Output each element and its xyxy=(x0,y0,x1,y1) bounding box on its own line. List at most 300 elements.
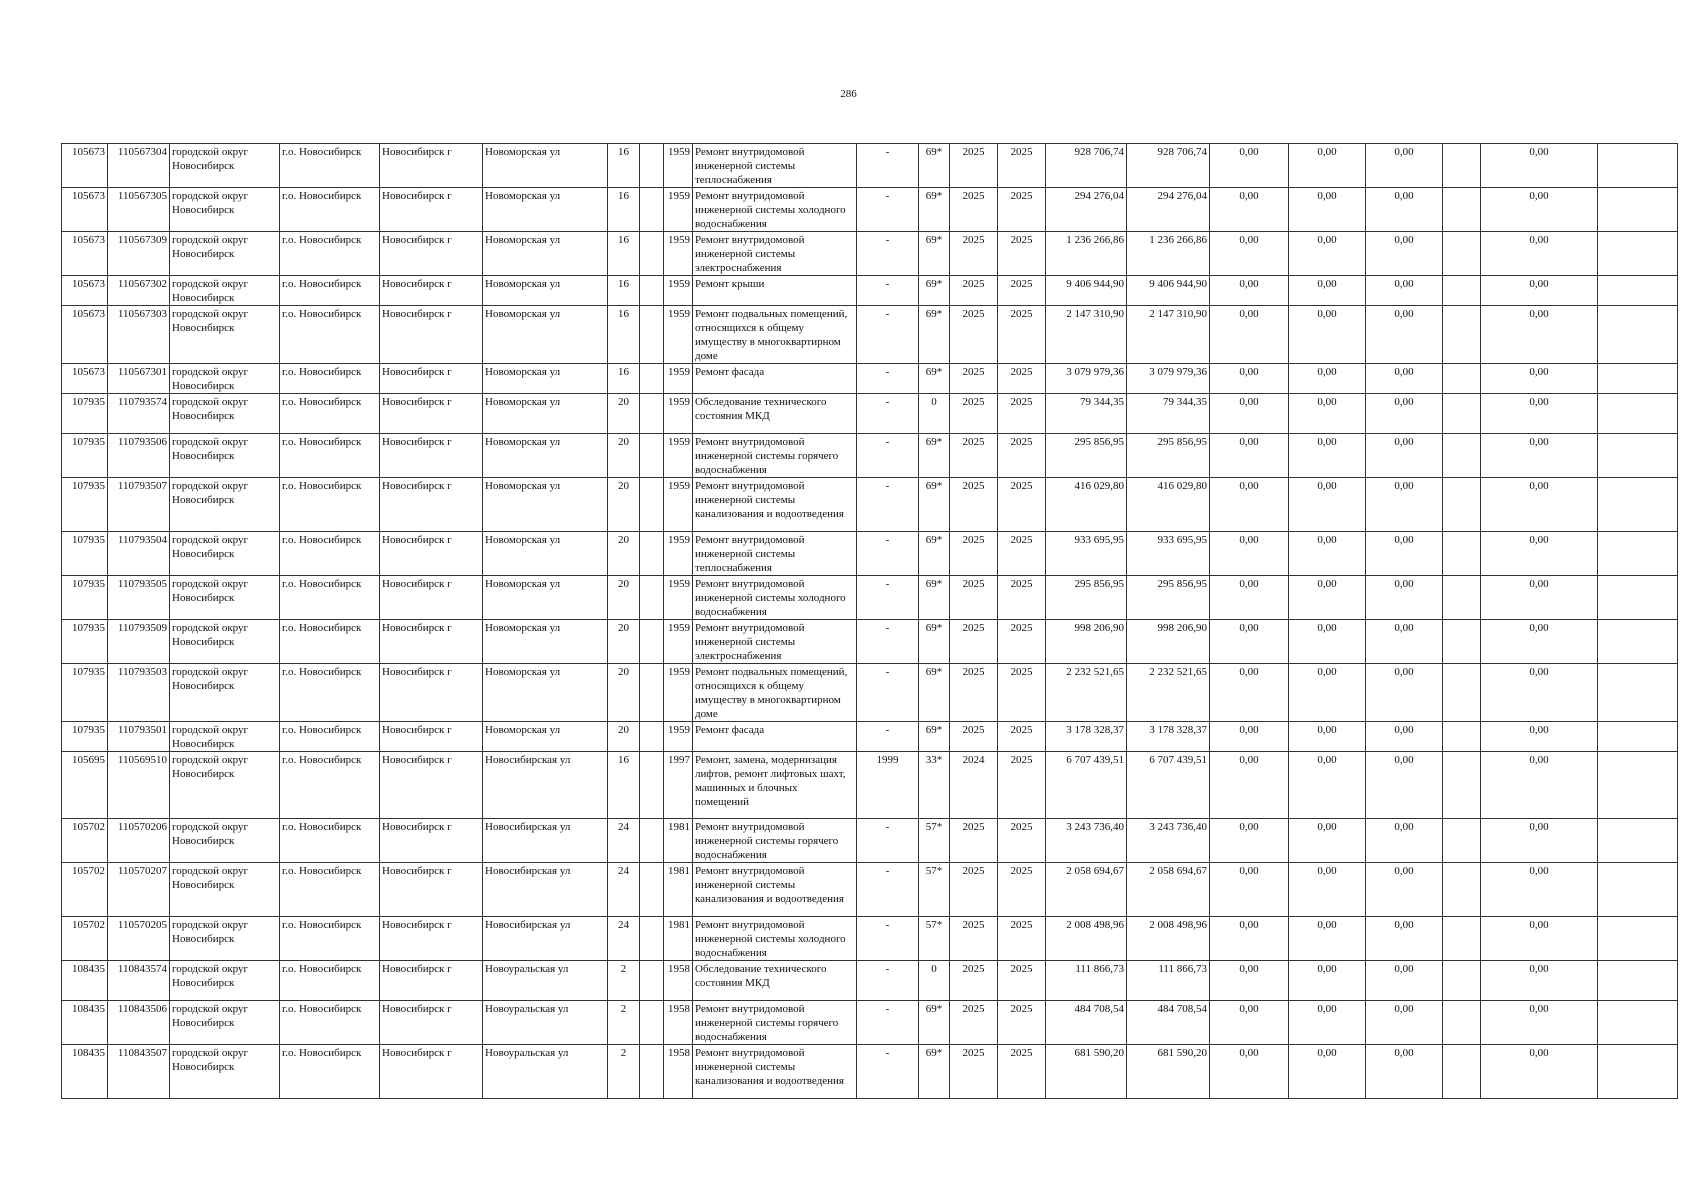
cell-note xyxy=(1598,664,1678,722)
cell-cost-total: 6 707 439,51 xyxy=(1046,752,1127,819)
cell-year-built: 1959 xyxy=(664,722,693,752)
cell-district: г.о. Новосибирск xyxy=(280,306,380,364)
cell-building xyxy=(640,752,664,819)
cell-cost-total: 1 236 266,86 xyxy=(1046,232,1127,276)
table-row xyxy=(62,232,1678,276)
cell-building xyxy=(640,144,664,188)
cell-cost-federal: 0,00 xyxy=(1210,752,1289,819)
cell-building xyxy=(640,306,664,364)
cell-note xyxy=(1598,276,1678,306)
cell-district: г.о. Новосибирск xyxy=(280,620,380,664)
cell-work-id: 110567304 xyxy=(108,144,170,188)
cell-plan-year-end: 2025 xyxy=(998,819,1046,863)
cell-cost-regional: 0,00 xyxy=(1289,819,1366,863)
cell-work-type: Ремонт внутридомовой инженерной системы канализования и водоотведения xyxy=(693,478,857,532)
cell-note xyxy=(1598,144,1678,188)
cell-work-type: Ремонт внутридомовой инженерной системы холодного водоснабжения xyxy=(693,917,857,961)
cell-plan-year-end: 2025 xyxy=(998,306,1046,364)
cell-street: Новоуральская ул xyxy=(483,961,608,1001)
cell-district: г.о. Новосибирск xyxy=(280,917,380,961)
cell-street: Новосибирская ул xyxy=(483,917,608,961)
cell-plan-year-start: 2025 xyxy=(950,532,998,576)
cell-settlement: Новосибирск г xyxy=(380,188,483,232)
cell-cost-regional: 0,00 xyxy=(1289,1045,1366,1099)
cell-cost-fund: 295 856,95 xyxy=(1127,434,1210,478)
cell-extra xyxy=(1443,722,1481,752)
cell-municipality: городской округ Новосибирск xyxy=(170,752,280,819)
cell-cost-fund: 111 866,73 xyxy=(1127,961,1210,1001)
cell-extra xyxy=(1443,306,1481,364)
cell-settlement: Новосибирск г xyxy=(380,364,483,394)
cell-year-last-repair: - xyxy=(857,819,919,863)
cell-building xyxy=(640,863,664,917)
cell-note xyxy=(1598,863,1678,917)
cell-extra xyxy=(1443,863,1481,917)
cell-cost-local: 0,00 xyxy=(1366,478,1443,532)
cell-street: Новосибирская ул xyxy=(483,819,608,863)
cell-year-last-repair: - xyxy=(857,306,919,364)
cell-year-built: 1959 xyxy=(664,394,693,434)
cell-cost-local: 0,00 xyxy=(1366,917,1443,961)
cell-note xyxy=(1598,478,1678,532)
cell-year-built: 1958 xyxy=(664,1001,693,1045)
cell-cost-federal: 0,00 xyxy=(1210,819,1289,863)
cell-building xyxy=(640,961,664,1001)
cell-cost-fund: 998 206,90 xyxy=(1127,620,1210,664)
cell-cost-local: 0,00 xyxy=(1366,752,1443,819)
cell-house-number: 20 xyxy=(608,664,640,722)
cell-note xyxy=(1598,620,1678,664)
cell-year-built: 1959 xyxy=(664,144,693,188)
cell-wear-percent: 69* xyxy=(919,1045,950,1099)
cell-municipality: городской округ Новосибирск xyxy=(170,1045,280,1099)
cell-cost-fund: 416 029,80 xyxy=(1127,478,1210,532)
cell-cost-regional: 0,00 xyxy=(1289,478,1366,532)
cell-municipality: городской округ Новосибирск xyxy=(170,576,280,620)
cell-building xyxy=(640,232,664,276)
cell-cost-owners: 0,00 xyxy=(1481,752,1598,819)
cell-cost-local: 0,00 xyxy=(1366,232,1443,276)
cell-district: г.о. Новосибирск xyxy=(280,1001,380,1045)
cell-cost-federal: 0,00 xyxy=(1210,1045,1289,1099)
cell-building xyxy=(640,917,664,961)
cell-wear-percent: 69* xyxy=(919,532,950,576)
cell-district: г.о. Новосибирск xyxy=(280,961,380,1001)
cell-house-id: 105673 xyxy=(62,364,108,394)
cell-work-type: Ремонт внутридомовой инженерной системы горячего водоснабжения xyxy=(693,1001,857,1045)
table-row xyxy=(62,276,1678,306)
cell-house-id: 105673 xyxy=(62,144,108,188)
cell-cost-regional: 0,00 xyxy=(1289,434,1366,478)
page-number: 286 xyxy=(840,88,857,100)
cell-municipality: городской округ Новосибирск xyxy=(170,722,280,752)
cell-year-last-repair: - xyxy=(857,434,919,478)
cell-year-last-repair: - xyxy=(857,144,919,188)
cell-settlement: Новосибирск г xyxy=(380,722,483,752)
cell-house-number: 24 xyxy=(608,917,640,961)
cell-extra xyxy=(1443,232,1481,276)
cell-cost-owners: 0,00 xyxy=(1481,144,1598,188)
cell-year-built: 1958 xyxy=(664,1045,693,1099)
cell-work-id: 110570205 xyxy=(108,917,170,961)
cell-house-id: 107935 xyxy=(62,620,108,664)
cell-plan-year-end: 2025 xyxy=(998,576,1046,620)
registry-table xyxy=(61,143,1678,1099)
cell-house-number: 20 xyxy=(608,394,640,434)
cell-work-id: 110567309 xyxy=(108,232,170,276)
cell-building xyxy=(640,722,664,752)
table-row xyxy=(62,819,1678,863)
cell-work-id: 110567302 xyxy=(108,276,170,306)
cell-street: Новоморская ул xyxy=(483,664,608,722)
cell-plan-year-start: 2025 xyxy=(950,394,998,434)
cell-settlement: Новосибирск г xyxy=(380,863,483,917)
cell-plan-year-start: 2025 xyxy=(950,722,998,752)
cell-wear-percent: 69* xyxy=(919,434,950,478)
cell-year-last-repair: - xyxy=(857,961,919,1001)
cell-extra xyxy=(1443,188,1481,232)
cell-cost-owners: 0,00 xyxy=(1481,478,1598,532)
cell-house-id: 105673 xyxy=(62,232,108,276)
cell-plan-year-start: 2025 xyxy=(950,576,998,620)
cell-cost-owners: 0,00 xyxy=(1481,532,1598,576)
table-row xyxy=(62,961,1678,1001)
cell-wear-percent: 69* xyxy=(919,722,950,752)
cell-cost-fund: 2 058 694,67 xyxy=(1127,863,1210,917)
cell-building xyxy=(640,664,664,722)
cell-work-id: 110843506 xyxy=(108,1001,170,1045)
cell-building xyxy=(640,188,664,232)
cell-plan-year-end: 2025 xyxy=(998,1001,1046,1045)
cell-cost-federal: 0,00 xyxy=(1210,620,1289,664)
cell-cost-local: 0,00 xyxy=(1366,532,1443,576)
cell-street: Новоморская ул xyxy=(483,434,608,478)
cell-year-last-repair: - xyxy=(857,620,919,664)
cell-cost-total: 2 147 310,90 xyxy=(1046,306,1127,364)
cell-district: г.о. Новосибирск xyxy=(280,576,380,620)
cell-settlement: Новосибирск г xyxy=(380,478,483,532)
cell-extra xyxy=(1443,1045,1481,1099)
cell-cost-total: 484 708,54 xyxy=(1046,1001,1127,1045)
cell-municipality: городской округ Новосибирск xyxy=(170,276,280,306)
cell-year-last-repair: - xyxy=(857,917,919,961)
cell-note xyxy=(1598,434,1678,478)
cell-street: Новоуральская ул xyxy=(483,1001,608,1045)
cell-cost-fund: 3 079 979,36 xyxy=(1127,364,1210,394)
table-row xyxy=(62,188,1678,232)
cell-year-built: 1959 xyxy=(664,188,693,232)
cell-wear-percent: 69* xyxy=(919,620,950,664)
cell-cost-local: 0,00 xyxy=(1366,434,1443,478)
cell-house-number: 2 xyxy=(608,1045,640,1099)
cell-house-number: 2 xyxy=(608,961,640,1001)
cell-cost-local: 0,00 xyxy=(1366,863,1443,917)
cell-year-built: 1997 xyxy=(664,752,693,819)
cell-work-type: Ремонт внутридомовой инженерной системы электроснабжения xyxy=(693,620,857,664)
cell-plan-year-start: 2024 xyxy=(950,752,998,819)
cell-municipality: городской округ Новосибирск xyxy=(170,478,280,532)
cell-work-id: 110793574 xyxy=(108,394,170,434)
cell-street: Новосибирская ул xyxy=(483,752,608,819)
cell-house-number: 2 xyxy=(608,1001,640,1045)
cell-extra xyxy=(1443,364,1481,394)
cell-municipality: городской округ Новосибирск xyxy=(170,188,280,232)
cell-wear-percent: 69* xyxy=(919,1001,950,1045)
cell-plan-year-end: 2025 xyxy=(998,276,1046,306)
cell-note xyxy=(1598,532,1678,576)
cell-work-type: Ремонт внутридомовой инженерной системы теплоснабжения xyxy=(693,532,857,576)
cell-plan-year-end: 2025 xyxy=(998,394,1046,434)
cell-house-number: 16 xyxy=(608,232,640,276)
cell-wear-percent: 57* xyxy=(919,917,950,961)
cell-year-last-repair: - xyxy=(857,664,919,722)
cell-street: Новоморская ул xyxy=(483,722,608,752)
cell-cost-total: 2 058 694,67 xyxy=(1046,863,1127,917)
cell-cost-owners: 0,00 xyxy=(1481,364,1598,394)
cell-house-id: 107935 xyxy=(62,722,108,752)
cell-cost-federal: 0,00 xyxy=(1210,1001,1289,1045)
cell-year-built: 1981 xyxy=(664,863,693,917)
cell-building xyxy=(640,394,664,434)
cell-work-id: 110793504 xyxy=(108,532,170,576)
cell-plan-year-end: 2025 xyxy=(998,752,1046,819)
cell-district: г.о. Новосибирск xyxy=(280,364,380,394)
cell-district: г.о. Новосибирск xyxy=(280,478,380,532)
cell-work-type: Ремонт внутридомовой инженерной системы теплоснабжения xyxy=(693,144,857,188)
cell-extra xyxy=(1443,276,1481,306)
cell-cost-fund: 933 695,95 xyxy=(1127,532,1210,576)
cell-cost-owners: 0,00 xyxy=(1481,306,1598,364)
cell-plan-year-start: 2025 xyxy=(950,306,998,364)
cell-street: Новоморская ул xyxy=(483,532,608,576)
cell-plan-year-start: 2025 xyxy=(950,364,998,394)
cell-municipality: городской округ Новосибирск xyxy=(170,819,280,863)
cell-house-id: 107935 xyxy=(62,532,108,576)
cell-cost-regional: 0,00 xyxy=(1289,532,1366,576)
cell-year-last-repair: - xyxy=(857,188,919,232)
cell-work-id: 110793509 xyxy=(108,620,170,664)
cell-year-built: 1959 xyxy=(664,364,693,394)
table-row xyxy=(62,576,1678,620)
cell-cost-owners: 0,00 xyxy=(1481,917,1598,961)
cell-cost-owners: 0,00 xyxy=(1481,276,1598,306)
cell-year-built: 1959 xyxy=(664,620,693,664)
cell-note xyxy=(1598,394,1678,434)
cell-street: Новоморская ул xyxy=(483,478,608,532)
cell-district: г.о. Новосибирск xyxy=(280,232,380,276)
cell-settlement: Новосибирск г xyxy=(380,434,483,478)
cell-note xyxy=(1598,961,1678,1001)
cell-work-id: 110793507 xyxy=(108,478,170,532)
cell-wear-percent: 33* xyxy=(919,752,950,819)
cell-work-type: Ремонт внутридомовой инженерной системы горячего водоснабжения xyxy=(693,819,857,863)
cell-cost-federal: 0,00 xyxy=(1210,576,1289,620)
cell-year-last-repair: 1999 xyxy=(857,752,919,819)
cell-cost-local: 0,00 xyxy=(1366,576,1443,620)
cell-extra xyxy=(1443,434,1481,478)
cell-cost-federal: 0,00 xyxy=(1210,144,1289,188)
cell-work-id: 110793506 xyxy=(108,434,170,478)
cell-plan-year-start: 2025 xyxy=(950,961,998,1001)
cell-work-type: Ремонт внутридомовой инженерной системы канализования и водоотведения xyxy=(693,863,857,917)
cell-plan-year-start: 2025 xyxy=(950,819,998,863)
cell-municipality: городской округ Новосибирск xyxy=(170,620,280,664)
cell-cost-regional: 0,00 xyxy=(1289,961,1366,1001)
cell-house-number: 20 xyxy=(608,532,640,576)
cell-plan-year-start: 2025 xyxy=(950,917,998,961)
cell-house-number: 16 xyxy=(608,188,640,232)
cell-work-id: 110567301 xyxy=(108,364,170,394)
cell-cost-total: 295 856,95 xyxy=(1046,434,1127,478)
cell-work-type: Ремонт внутридомовой инженерной системы холодного водоснабжения xyxy=(693,188,857,232)
cell-settlement: Новосибирск г xyxy=(380,620,483,664)
cell-cost-total: 111 866,73 xyxy=(1046,961,1127,1001)
table-row xyxy=(62,306,1678,364)
cell-extra xyxy=(1443,664,1481,722)
cell-work-type: Ремонт фасада xyxy=(693,722,857,752)
cell-cost-fund: 1 236 266,86 xyxy=(1127,232,1210,276)
cell-year-last-repair: - xyxy=(857,532,919,576)
cell-plan-year-end: 2025 xyxy=(998,620,1046,664)
cell-house-id: 105702 xyxy=(62,863,108,917)
cell-cost-owners: 0,00 xyxy=(1481,1001,1598,1045)
cell-cost-regional: 0,00 xyxy=(1289,232,1366,276)
cell-house-number: 20 xyxy=(608,478,640,532)
cell-cost-regional: 0,00 xyxy=(1289,144,1366,188)
cell-municipality: городской округ Новосибирск xyxy=(170,664,280,722)
cell-work-type: Обследование технического состояния МКД xyxy=(693,961,857,1001)
cell-cost-federal: 0,00 xyxy=(1210,394,1289,434)
cell-cost-local: 0,00 xyxy=(1366,188,1443,232)
cell-year-built: 1981 xyxy=(664,917,693,961)
cell-house-id: 105673 xyxy=(62,276,108,306)
cell-cost-total: 2 232 521,65 xyxy=(1046,664,1127,722)
cell-house-number: 20 xyxy=(608,576,640,620)
cell-cost-federal: 0,00 xyxy=(1210,364,1289,394)
cell-work-id: 110567305 xyxy=(108,188,170,232)
cell-cost-federal: 0,00 xyxy=(1210,961,1289,1001)
cell-cost-regional: 0,00 xyxy=(1289,364,1366,394)
cell-note xyxy=(1598,819,1678,863)
cell-work-type: Ремонт, замена, модернизация лифтов, ремонт лифтовых шахт, машинных и блочных помещений xyxy=(693,752,857,819)
cell-municipality: городской округ Новосибирск xyxy=(170,364,280,394)
cell-cost-local: 0,00 xyxy=(1366,819,1443,863)
cell-house-id: 105673 xyxy=(62,188,108,232)
cell-cost-fund: 9 406 944,90 xyxy=(1127,276,1210,306)
cell-wear-percent: 57* xyxy=(919,863,950,917)
cell-wear-percent: 69* xyxy=(919,364,950,394)
cell-wear-percent: 69* xyxy=(919,232,950,276)
cell-settlement: Новосибирск г xyxy=(380,532,483,576)
cell-house-id: 107935 xyxy=(62,394,108,434)
cell-note xyxy=(1598,722,1678,752)
cell-work-type: Ремонт крыши xyxy=(693,276,857,306)
cell-extra xyxy=(1443,819,1481,863)
table-row xyxy=(62,863,1678,917)
cell-building xyxy=(640,478,664,532)
cell-year-built: 1959 xyxy=(664,434,693,478)
table-row xyxy=(62,478,1678,532)
table-row xyxy=(62,917,1678,961)
cell-house-number: 16 xyxy=(608,276,640,306)
table-row xyxy=(62,434,1678,478)
cell-cost-fund: 6 707 439,51 xyxy=(1127,752,1210,819)
cell-building xyxy=(640,364,664,394)
cell-cost-owners: 0,00 xyxy=(1481,863,1598,917)
cell-cost-total: 681 590,20 xyxy=(1046,1045,1127,1099)
cell-extra xyxy=(1443,394,1481,434)
cell-cost-regional: 0,00 xyxy=(1289,620,1366,664)
cell-street: Новоморская ул xyxy=(483,620,608,664)
cell-work-id: 110843574 xyxy=(108,961,170,1001)
cell-cost-local: 0,00 xyxy=(1366,961,1443,1001)
cell-district: г.о. Новосибирск xyxy=(280,722,380,752)
cell-cost-regional: 0,00 xyxy=(1289,188,1366,232)
cell-building xyxy=(640,1045,664,1099)
cell-cost-total: 3 243 736,40 xyxy=(1046,819,1127,863)
cell-extra xyxy=(1443,478,1481,532)
cell-cost-owners: 0,00 xyxy=(1481,576,1598,620)
cell-settlement: Новосибирск г xyxy=(380,306,483,364)
cell-wear-percent: 57* xyxy=(919,819,950,863)
cell-cost-fund: 928 706,74 xyxy=(1127,144,1210,188)
cell-building xyxy=(640,819,664,863)
table-row xyxy=(62,532,1678,576)
cell-note xyxy=(1598,1001,1678,1045)
cell-plan-year-start: 2025 xyxy=(950,434,998,478)
cell-year-last-repair: - xyxy=(857,722,919,752)
cell-cost-regional: 0,00 xyxy=(1289,752,1366,819)
cell-year-last-repair: - xyxy=(857,1045,919,1099)
cell-cost-local: 0,00 xyxy=(1366,664,1443,722)
cell-building xyxy=(640,276,664,306)
cell-plan-year-start: 2025 xyxy=(950,478,998,532)
cell-extra xyxy=(1443,917,1481,961)
cell-plan-year-start: 2025 xyxy=(950,276,998,306)
cell-plan-year-end: 2025 xyxy=(998,664,1046,722)
cell-house-number: 20 xyxy=(608,434,640,478)
cell-building xyxy=(640,532,664,576)
cell-cost-local: 0,00 xyxy=(1366,276,1443,306)
cell-note xyxy=(1598,364,1678,394)
cell-cost-regional: 0,00 xyxy=(1289,917,1366,961)
cell-municipality: городской округ Новосибирск xyxy=(170,306,280,364)
cell-plan-year-start: 2025 xyxy=(950,664,998,722)
cell-settlement: Новосибирск г xyxy=(380,144,483,188)
cell-settlement: Новосибирск г xyxy=(380,1045,483,1099)
cell-plan-year-start: 2025 xyxy=(950,620,998,664)
table-row xyxy=(62,1045,1678,1099)
cell-settlement: Новосибирск г xyxy=(380,664,483,722)
cell-cost-federal: 0,00 xyxy=(1210,917,1289,961)
cell-year-built: 1959 xyxy=(664,576,693,620)
cell-year-last-repair: - xyxy=(857,232,919,276)
cell-house-id: 108435 xyxy=(62,1045,108,1099)
cell-plan-year-end: 2025 xyxy=(998,1045,1046,1099)
cell-district: г.о. Новосибирск xyxy=(280,532,380,576)
cell-cost-local: 0,00 xyxy=(1366,620,1443,664)
cell-cost-total: 416 029,80 xyxy=(1046,478,1127,532)
cell-year-built: 1959 xyxy=(664,664,693,722)
cell-cost-regional: 0,00 xyxy=(1289,664,1366,722)
cell-work-type: Ремонт внутридомовой инженерной системы холодного водоснабжения xyxy=(693,576,857,620)
cell-year-last-repair: - xyxy=(857,364,919,394)
cell-work-type: Ремонт внутридомовой инженерной системы электроснабжения xyxy=(693,232,857,276)
cell-district: г.о. Новосибирск xyxy=(280,188,380,232)
cell-cost-fund: 79 344,35 xyxy=(1127,394,1210,434)
cell-building xyxy=(640,576,664,620)
table-row xyxy=(62,1001,1678,1045)
